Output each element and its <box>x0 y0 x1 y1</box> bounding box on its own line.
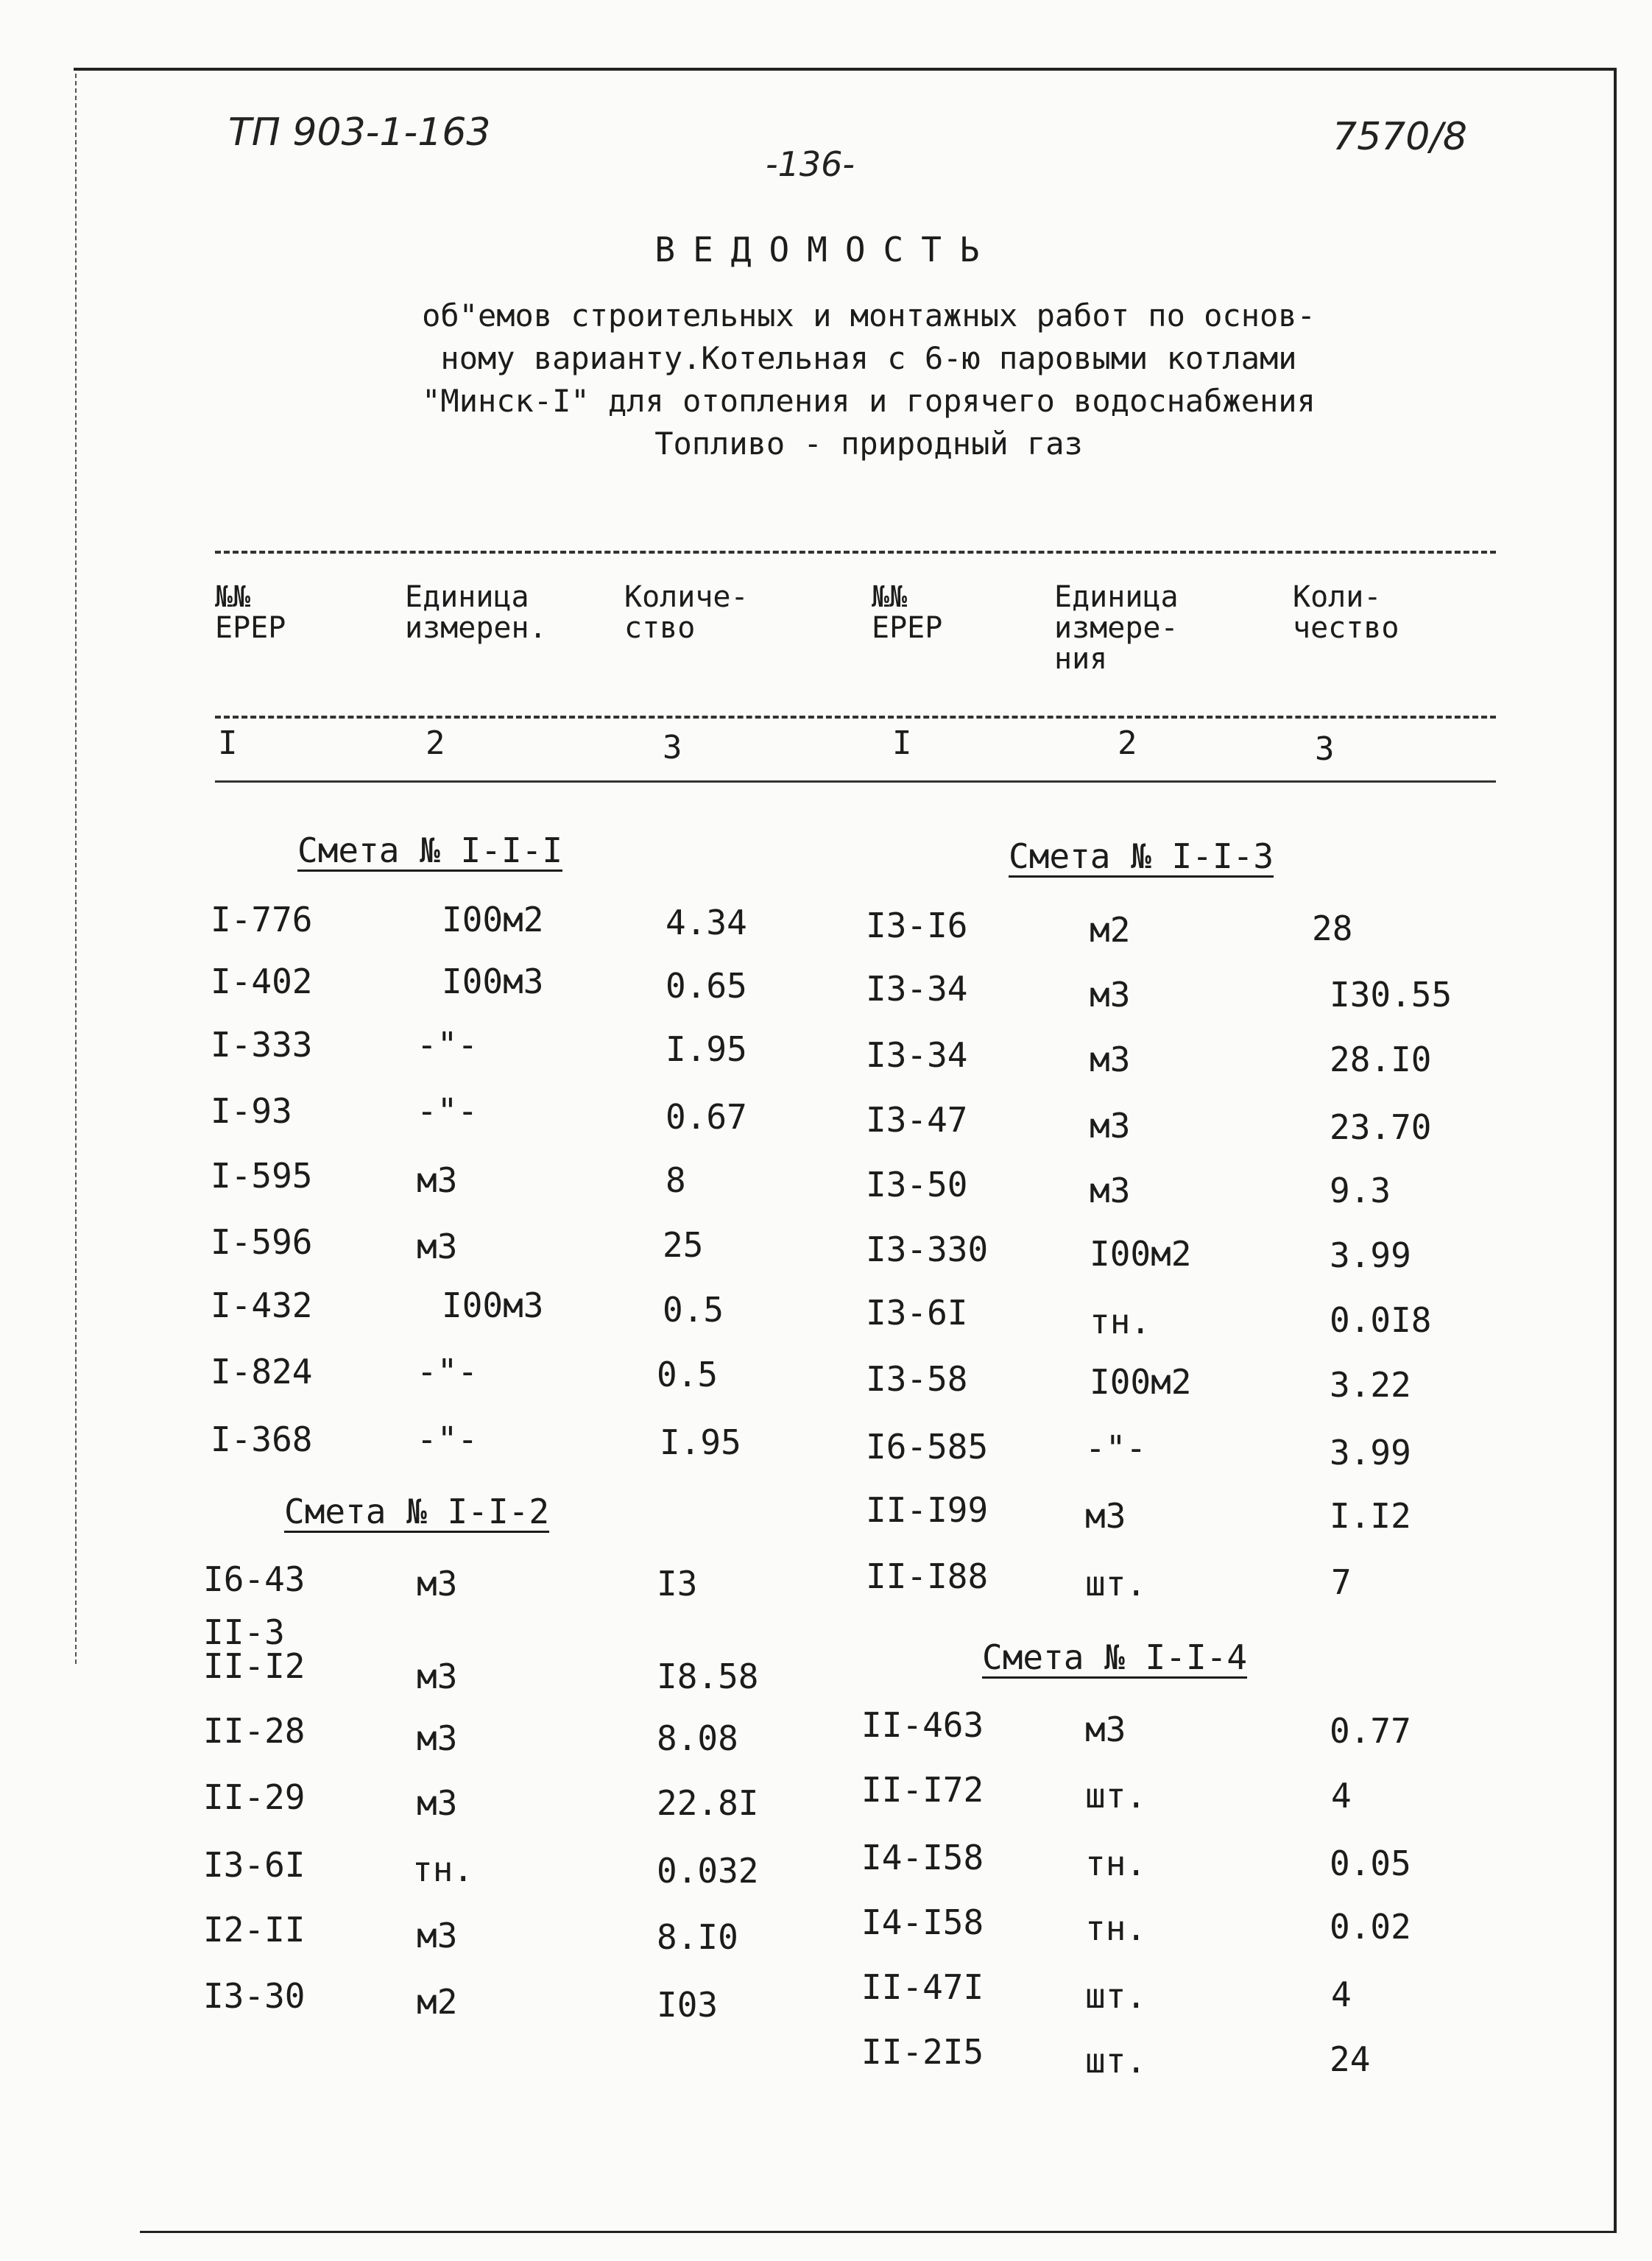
row-unit: I00м3 <box>442 1285 544 1325</box>
row-quantity: 3.22 <box>1330 1365 1411 1405</box>
row-code: I3-I6 <box>866 906 968 945</box>
row-unit: м2 <box>1090 910 1131 950</box>
frame-top-border <box>74 68 1617 71</box>
row-quantity: 8 <box>666 1160 686 1200</box>
row-code: I3-50 <box>866 1165 968 1204</box>
row-unit: м3 <box>1085 1496 1126 1536</box>
row-code: I3-6I <box>203 1845 306 1885</box>
row-quantity: 3.99 <box>1330 1433 1411 1472</box>
row-unit: -"- <box>417 1352 479 1391</box>
row-quantity: 25 <box>663 1225 704 1265</box>
row-unit: тн. <box>1090 1302 1151 1341</box>
row-unit: I00м2 <box>1090 1234 1192 1274</box>
row-quantity: I8.58 <box>657 1657 759 1696</box>
row-quantity: 8.I0 <box>657 1917 738 1957</box>
row-code: I-402 <box>211 962 313 1001</box>
row-quantity: I.I2 <box>1330 1496 1411 1536</box>
row-code: II-I88 <box>866 1556 989 1596</box>
row-unit: шт. <box>1085 1564 1147 1604</box>
row-quantity: 4 <box>1331 1975 1352 2014</box>
column-number: 2 <box>1118 724 1137 762</box>
estimate-title: Смета № I-I-I <box>297 830 563 870</box>
row-quantity: 0.05 <box>1330 1844 1411 1883</box>
frame-bottom-border <box>140 2231 1617 2233</box>
estimate-title: Смета № I-I-3 <box>1009 836 1274 876</box>
frame-left-border <box>75 74 77 1664</box>
row-code: I-824 <box>211 1352 313 1391</box>
row-unit: -"- <box>417 1419 479 1459</box>
row-unit: тн. <box>1085 1908 1147 1948</box>
row-unit: м3 <box>417 1564 458 1604</box>
row-code: I3-330 <box>866 1230 989 1269</box>
table-header-top-rule <box>215 551 1496 554</box>
row-unit: -"- <box>417 1025 479 1065</box>
row-quantity: I3 <box>657 1564 698 1604</box>
row-code: I3-58 <box>866 1359 968 1399</box>
row-unit: шт. <box>1085 1976 1147 2016</box>
row-quantity: 0.5 <box>663 1290 724 1330</box>
row-unit: м3 <box>417 1718 458 1758</box>
row-quantity: 0.0I8 <box>1330 1300 1432 1340</box>
row-code: II-47I <box>861 1967 984 2007</box>
row-quantity: 9.3 <box>1330 1171 1391 1210</box>
row-unit: м2 <box>417 1982 458 2022</box>
row-quantity: 0.67 <box>666 1097 747 1137</box>
row-unit: м3 <box>1090 1171 1131 1210</box>
row-unit: м3 <box>417 1783 458 1823</box>
row-unit: I00м2 <box>442 900 544 939</box>
row-quantity: I.95 <box>666 1029 747 1069</box>
row-quantity: 24 <box>1330 2039 1371 2079</box>
row-code: II-I99 <box>866 1490 989 1530</box>
row-code: I-776 <box>211 900 313 939</box>
row-quantity: 0.02 <box>1330 1907 1411 1947</box>
column-number: 2 <box>426 724 445 762</box>
frame-right-border <box>1614 68 1617 2232</box>
row-code: I3-34 <box>866 969 968 1009</box>
row-unit: м3 <box>417 1916 458 1955</box>
row-quantity: 22.8I <box>657 1783 759 1823</box>
document-subtitle <box>324 294 1413 465</box>
row-quantity: 28 <box>1312 909 1353 948</box>
row-unit: м3 <box>1090 975 1131 1015</box>
row-code: I3-30 <box>203 1976 306 2016</box>
row-code: II-I72 <box>861 1770 984 1810</box>
subtitle-line: Топливо - природный газ <box>654 426 1083 462</box>
row-quantity: I03 <box>657 1985 719 2025</box>
row-code: I4-I58 <box>861 1838 984 1877</box>
row-code: II-I2 <box>203 1646 306 1686</box>
row-quantity: 28.I0 <box>1330 1040 1432 1079</box>
row-code: I4-I58 <box>861 1902 984 1942</box>
table-header-mid-rule <box>215 716 1496 719</box>
row-code: I3-6I <box>866 1293 968 1333</box>
row-quantity: 0.5 <box>657 1355 719 1394</box>
row-unit: шт. <box>1085 2041 1147 2081</box>
row-quantity: 0.77 <box>1330 1711 1411 1751</box>
subtitle-line: "Минск-I" для отопления и горячего водоснабжения <box>422 383 1316 419</box>
row-unit: шт. <box>1085 1776 1147 1816</box>
row-quantity: 0.032 <box>657 1851 759 1891</box>
sheet-code: 7570/8 <box>1332 115 1467 159</box>
row-code: I3-34 <box>866 1035 968 1075</box>
row-quantity: I.95 <box>660 1422 741 1462</box>
row-quantity: 7 <box>1331 1562 1352 1602</box>
row-quantity: I30.55 <box>1330 975 1452 1015</box>
column-header-code: №№ ЕРЕР <box>215 580 286 645</box>
column-header-quantity: Коли- чество <box>1293 580 1399 645</box>
column-number: I <box>892 724 912 762</box>
row-code: I6-585 <box>866 1427 989 1467</box>
row-unit: м3 <box>417 1657 458 1696</box>
row-unit: тн. <box>412 1849 474 1889</box>
row-code: I-595 <box>211 1156 313 1196</box>
page-number: -136- <box>766 144 855 184</box>
row-code: I-93 <box>211 1091 292 1131</box>
row-code: II-463 <box>861 1705 984 1745</box>
row-unit: I00м2 <box>1090 1362 1192 1402</box>
row-unit: -"- <box>417 1091 479 1131</box>
row-quantity: 0.65 <box>666 966 747 1006</box>
row-quantity: 23.70 <box>1330 1107 1432 1147</box>
column-header-quantity: Количе- ство <box>624 580 749 645</box>
row-unit: м3 <box>417 1227 458 1266</box>
row-code: I6-43 <box>203 1559 306 1599</box>
row-code: I2-II <box>203 1910 306 1950</box>
row-unit: м3 <box>417 1160 458 1200</box>
row-code: II-3 <box>203 1612 285 1652</box>
row-quantity: 4.34 <box>666 903 747 942</box>
table-header-bottom-rule <box>215 780 1496 783</box>
row-code: II-28 <box>203 1711 306 1751</box>
row-unit: м3 <box>1090 1106 1131 1146</box>
row-unit: I00м3 <box>442 962 544 1001</box>
column-header-code: №№ ЕРЕР <box>872 580 943 645</box>
column-number: 3 <box>1315 730 1335 768</box>
row-code: I-368 <box>211 1419 313 1459</box>
estimate-title: Смета № I-I-2 <box>284 1492 550 1531</box>
doc-code: ТП 903-1-163 <box>228 110 491 155</box>
row-quantity: 4 <box>1331 1776 1352 1816</box>
row-code: II-2I5 <box>861 2032 984 2072</box>
subtitle-line: об"емов строительных и монтажных работ по основ- <box>422 297 1316 334</box>
estimate-title: Смета № I-I-4 <box>982 1637 1248 1677</box>
column-number: 3 <box>663 729 682 766</box>
row-code: I3-47 <box>866 1100 968 1140</box>
row-unit: тн. <box>1085 1844 1147 1883</box>
column-number: I <box>218 724 238 762</box>
row-unit: -"- <box>1085 1428 1147 1468</box>
row-code: I-596 <box>211 1222 313 1262</box>
row-quantity: 8.08 <box>657 1718 738 1758</box>
column-header-unit: Единица измере- ния <box>1054 580 1179 676</box>
row-code: I-432 <box>211 1285 313 1325</box>
column-header-unit: Единица измерен. <box>405 580 547 645</box>
subtitle-line: ному варианту.Котельная с 6-ю паровыми котлами <box>440 340 1297 376</box>
row-code: II-29 <box>203 1777 306 1817</box>
row-quantity: 3.99 <box>1330 1235 1411 1275</box>
row-unit: м3 <box>1085 1710 1126 1749</box>
document-title: ВЕДОМОСТЬ <box>654 230 998 269</box>
row-unit: м3 <box>1090 1040 1131 1079</box>
row-code: I-333 <box>211 1025 313 1065</box>
